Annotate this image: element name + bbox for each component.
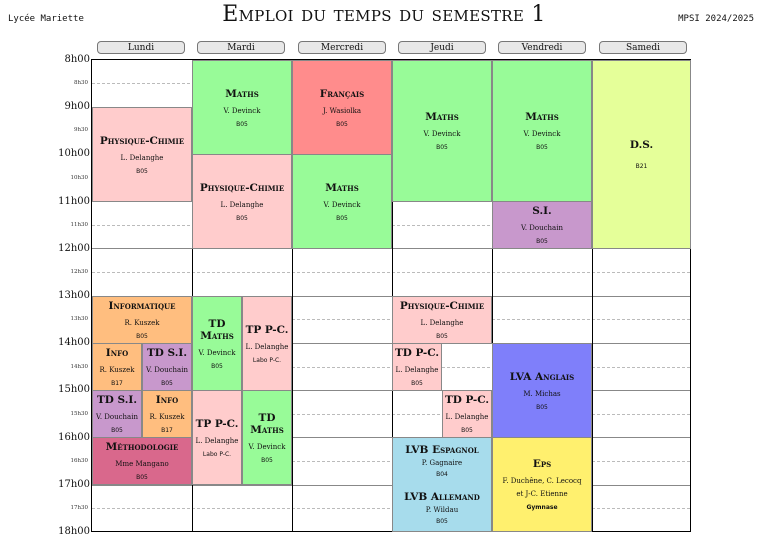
event-td-si: TD S.I. V. Douchain B05 — [142, 343, 192, 391]
half-hour-label: 17h30 — [70, 505, 88, 511]
hour-label: 18h00 — [58, 526, 90, 537]
half-hour-label: 12h30 — [70, 269, 88, 275]
day-header-thursday: Jeudi — [398, 41, 486, 54]
day-header-saturday: Samedi — [599, 41, 687, 54]
event-methodologie: Méthodologie Mme Mangano B05 — [92, 437, 192, 485]
event-eps: Eps F. Duchêne, C. Lecocq et J-C. Etienne Gymnase — [492, 437, 592, 532]
event-maths: Maths V. Devinck B05 — [292, 154, 392, 249]
event-maths: Maths V. Devinck B05 — [192, 60, 292, 155]
day-header-monday: Lundi — [97, 41, 185, 54]
half-hour-label: 8h30 — [73, 80, 88, 86]
hour-label: 16h00 — [58, 432, 90, 443]
half-hour-label: 16h30 — [70, 458, 88, 464]
half-hour-label: 11h30 — [70, 222, 88, 228]
class-year: MPSI 2024/2025 — [678, 14, 754, 24]
half-hour-label: 14h30 — [70, 364, 88, 370]
half-hour-label: 15h30 — [70, 411, 88, 417]
half-hour-label: 9h30 — [73, 127, 88, 133]
event-info: Info R. Kuszek B17 — [142, 390, 192, 438]
hour-label: 12h00 — [58, 243, 90, 254]
hour-label: 9h00 — [64, 101, 90, 112]
event-physique-chimie: Physique-Chimie L. Delanghe B05 — [392, 296, 492, 344]
event-physique-chimie: Physique-Chimie L. Delanghe B05 — [192, 154, 292, 249]
event-td-pc: TD P-C. L. Delanghe B05 — [392, 343, 442, 391]
event-informatique: Informatique R. Kuszek B05 — [92, 296, 192, 344]
event-physique-chimie: Physique-Chimie L. Delanghe B05 — [92, 107, 192, 202]
event-francais: Français J. Wasiolka B05 — [292, 60, 392, 155]
half-hour-label: 13h30 — [70, 316, 88, 322]
hour-label: 14h00 — [58, 337, 90, 348]
event-td-maths: TD Maths V. Devinck B05 — [192, 296, 242, 391]
event-td-si: TD S.I. V. Douchain B05 — [92, 390, 142, 438]
hour-label: 10h00 — [58, 148, 90, 159]
day-header-tuesday: Mardi — [197, 41, 285, 54]
event-maths: Maths V. Devinck B05 — [492, 60, 592, 202]
event-tp-pc: TP P-C. L. Delanghe Labo P-C. — [192, 390, 242, 485]
event-lva-anglais: LVA Anglais M. Michas B05 — [492, 343, 592, 438]
day-header-friday: Vendredi — [498, 41, 586, 54]
event-td-maths: TD Maths V. Devinck B05 — [242, 390, 292, 485]
school-name: Lycée Mariette — [8, 14, 84, 24]
event-maths: Maths V. Devinck B05 — [392, 60, 492, 202]
hour-label: 8h00 — [64, 54, 90, 65]
event-lvb: LVB Espagnol P. Gagnaire B04 LVB Allemand P. Wildau B05 — [392, 437, 492, 532]
hour-label: 11h00 — [58, 196, 90, 207]
page-title: Emploi du temps du semestre 1 — [222, 2, 546, 27]
event-tp-pc: TP P-C. L. Delanghe Labo P-C. — [242, 296, 292, 391]
day-header-wednesday: Mercredi — [298, 41, 386, 54]
half-hour-label: 10h30 — [70, 175, 88, 181]
hour-label: 17h00 — [58, 479, 90, 490]
timetable-grid — [91, 59, 691, 532]
hour-label: 15h00 — [58, 384, 90, 395]
event-si: S.I. V. Douchain B05 — [492, 201, 592, 249]
event-info: Info R. Kuszek B17 — [92, 343, 142, 391]
event-td-pc: TD P-C. L. Delanghe B05 — [442, 390, 492, 438]
event-ds: D.S. B21 — [592, 60, 691, 249]
hour-label: 13h00 — [58, 290, 90, 301]
